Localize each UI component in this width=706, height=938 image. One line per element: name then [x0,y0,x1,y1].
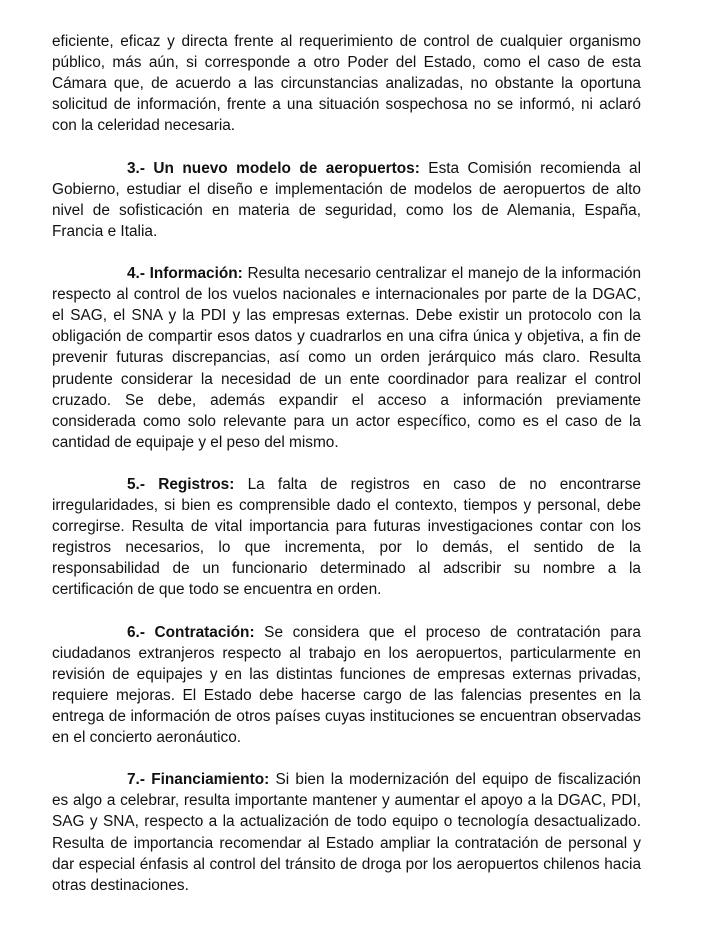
paragraph-heading: 4.- Información: [127,265,243,283]
paragraph-text: Se considera que el proceso de contratación para ciudadanos extranjeros respecto al trabajo en los aeropuertos, particularmente en revisión de equipajes y en las distintas funciones de empresas externas privadas, requiere mejoras. El Estado debe hacerse cargo de las falencias presentes en la entrega de información de otros países cuyas instituciones se encuentran observadas en el concierto aeronáutico. [52,623,641,747]
paragraph-text: Si bien la modernización del equipo de fiscalización es algo a celebrar, resulta importante mantener y aumentar el apoyo a la DGAC, PDI, SAG y SNA, respecto a la actualización de todo equipo o tecnología desactualizado. Resulta de importancia recomendar al Estado ampliar la contratación de personal y dar especial énfasis al control del tránsito de droga por los aeropuertos chilenos hacia otras destinaciones. [52,771,641,894]
paragraph-recommendation-4 [52,263,641,453]
paragraph-recommendation-3 [52,158,641,242]
paragraph-continuation [52,31,641,136]
document-body [52,31,641,917]
paragraph-recommendation-7 [52,769,641,896]
paragraph-recommendation-6 [52,622,641,749]
paragraph-text: Esta Comisión recomienda al Gobierno, estudiar el diseño e implementación de modelos de aeropuertos de alto nivel de sofisticación en materia de seguridad, como los de Alemania, España, Francia e Italia. [52,159,642,240]
paragraph-heading: 7.- Financiamiento: [127,771,270,789]
paragraph-heading: 5.- Registros: [127,475,235,493]
paragraph-recommendation-5 [52,474,641,601]
paragraph-heading: 6.- Contratación: [127,623,255,641]
paragraph-text: Resulta necesario centralizar el manejo de la información respecto al control de los vuelos nacionales e internacionales por parte de la DGAC, el SAG, el SNA y la PDI y las empresas externas. Debe existir un protocolo con la obligación de compartir esos datos y cuadrarlos en una cifra única y objetiva, a fin de prevenir futuras discrepancias, así como un orden jerárquico más claro. Resulta prudente considerar la necesidad de un ente coordinador para realizar el control cruzado. Se debe, además expandir el acceso a información previamente considerada como solo relevante para un actor específico, como es el caso de la cantidad de equipaje y el peso del mismo. [52,265,641,451]
paragraph-text: eficiente, eficaz y directa frente al requerimiento de control de cualquier organismo público, más aún, si corresponde a otro Poder del Estado, como el caso de esta Cámara que, de acuerdo a las circunstancias analizadas, no obstante la oportuna solicitud de información, frente a una situación sospechosa no se informó, ni aclaró con la celeridad necesaria. [52,33,641,135]
paragraph-text: La falta de registros en caso de no encontrarse irregularidades, si bien es comprensible dado el contexto, tiempos y personal, debe corregirse. Resulta de vital importancia para futuras investigaciones contar con los registros necesarios, lo que incrementa, por lo demás, el sentido de la responsabilidad de un funcionario determinado al adscribir su nombre a la certificación de que todo se encuentra en orden. [52,475,641,599]
paragraph-heading: 3.- Un nuevo modelo de aeropuertos: [127,159,420,177]
